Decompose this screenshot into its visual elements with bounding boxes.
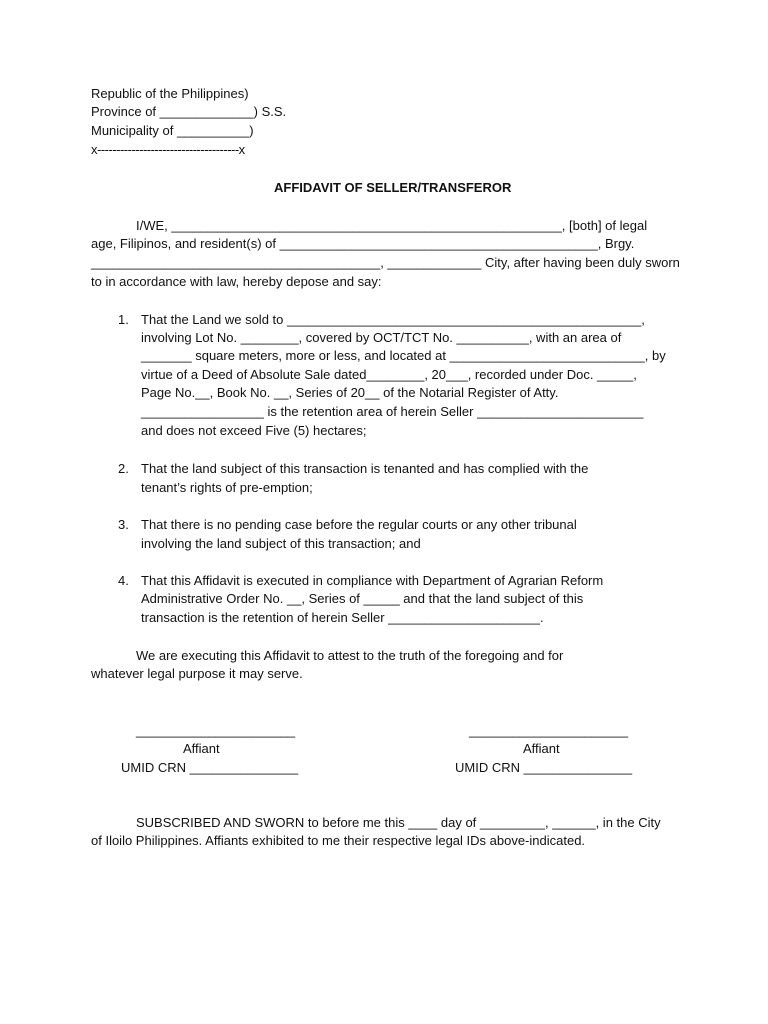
intro-line: age, Filipinos, and resident(s) of ____________________________________________, Brgy. (91, 236, 635, 251)
item-line: That the Land we sold to _________________________________________________, (141, 312, 645, 327)
item-line: That the land subject of this transaction is tenanted and has complied with the (141, 461, 589, 476)
header-republic: Republic of the Philippines) (91, 86, 249, 101)
item-line: and does not exceed Five (5) hectares; (141, 423, 367, 438)
affiant-label-left: Affiant (183, 741, 220, 756)
header-separator: x-------------------------------------x (91, 142, 245, 157)
item-line: That there is no pending case before the regular courts or any other tribunal (141, 517, 577, 532)
item-number: 3. (118, 517, 129, 532)
item-number: 4. (118, 573, 129, 588)
item-line: transaction is the retention of herein Seller _____________________. (141, 610, 544, 625)
item-line: Administrative Order No. __, Series of _____ and that the land subject of this (141, 591, 584, 606)
header-province: Province of _____________) S.S. (91, 104, 287, 119)
umid-crn-left: UMID CRN _______________ (121, 760, 299, 775)
item-line: _______ square meters, more or less, and located at ___________________________, by (141, 348, 666, 363)
item-line: tenant’s rights of pre-emption; (141, 480, 313, 495)
item-number: 1. (118, 312, 129, 327)
item-line: involving Lot No. ________, covered by OCT/TCT No. __________, with an area of (141, 330, 622, 345)
umid-crn-right: UMID CRN _______________ (455, 760, 633, 775)
document-title: AFFIDAVIT OF SELLER/TRANSFEROR (274, 180, 512, 195)
signature-line-left: ______________________ (136, 723, 296, 738)
closing-line: We are executing this Affidavit to attest to the truth of the foregoing and for (136, 648, 564, 663)
item-number: 2. (118, 461, 129, 476)
signature-line-right: ______________________ (469, 723, 629, 738)
intro-line: to in accordance with law, hereby depose and say: (91, 274, 382, 289)
jurat-line: SUBSCRIBED AND SWORN to before me this ____ day of _________, ______, in the City (136, 815, 661, 830)
item-line: _________________ is the retention area of herein Seller _______________________ (141, 404, 644, 419)
intro-line: ________________________________________, _____________ City, after having been duly sworn (91, 255, 680, 270)
affiant-label-right: Affiant (523, 741, 560, 756)
item-line: involving the land subject of this transaction; and (141, 536, 421, 551)
intro-line: I/WE, ______________________________________________________, [both] of legal (136, 218, 648, 233)
closing-line: whatever legal purpose it may serve. (91, 666, 303, 681)
item-line: Page No.__, Book No. __, Series of 20__ of the Notarial Register of Atty. (141, 385, 559, 400)
jurat-line: of Iloilo Philippines. Affiants exhibited to me their respective legal IDs above-indicated. (91, 833, 586, 848)
item-line: That this Affidavit is executed in compliance with Department of Agrarian Reform (141, 573, 604, 588)
item-line: virtue of a Deed of Absolute Sale dated________, 20___, recorded under Doc. _____, (141, 367, 637, 382)
header-municipality: Municipality of __________) (91, 123, 254, 138)
